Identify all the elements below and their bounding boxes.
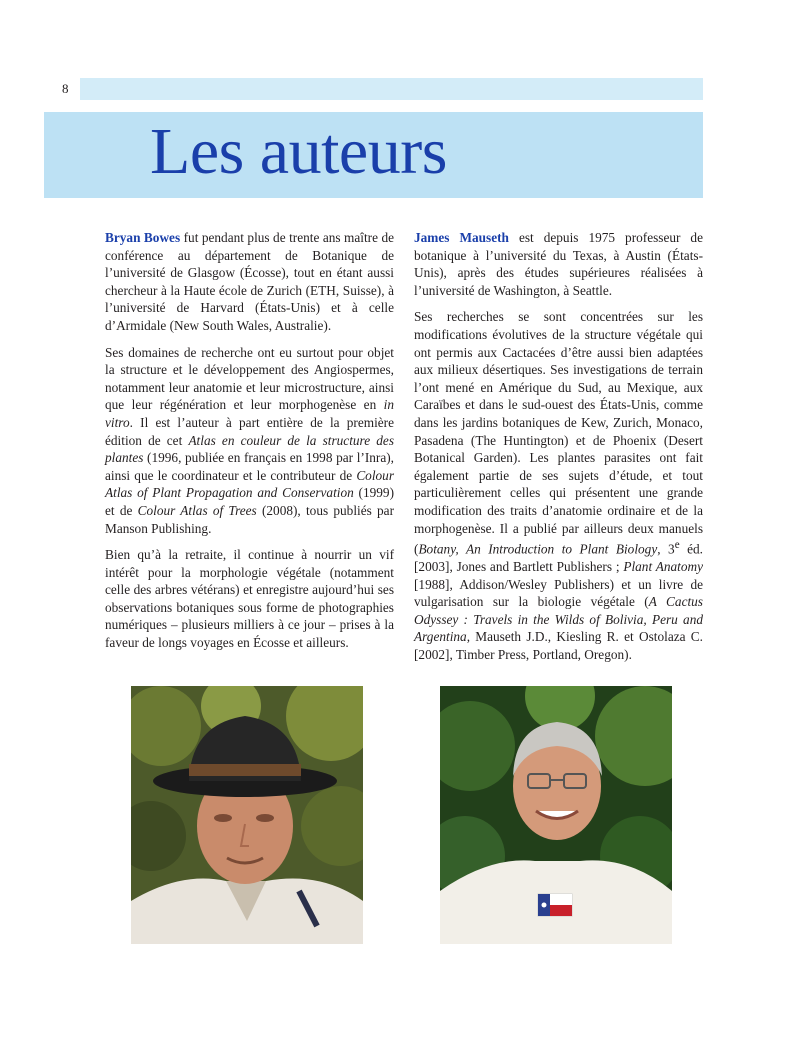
- photo-bryan-bowes: [131, 686, 363, 944]
- bowes-research-paragraph: [105, 344, 394, 538]
- page-header-bar: [44, 78, 703, 100]
- text-run: , Mauseth J.D., Kiesling R. et Ostolaza C. [2002], Timber Press, Portland, Oregon).: [414, 629, 703, 663]
- text-run: (1996, publiée en français en 1998 par l’Inra), ainsi que le coordinateur et le contributeur de: [105, 450, 394, 483]
- text-run: Ses recherches se sont concentrées sur les modifications évolutives de la structure végétale qui ont permis aux Cactacées d’être aussi bien adaptées aux milieux désertiques. Ses investigations de terrain l’ont mené en Amérique du Sud, au Mexique, aux Caraïbes et dans le sud-ouest des États-Unis, comme dans les jardins botaniques de Kew, Zurich, Monaco, Pasadena (The Huntington) et de Phoenix (Desert Botanical Garden). Les plantes parasites ont fait également partie de ses sujets d’étude, et tout particulièrement celles qui présentent une grande modification des traits d’anatomie ordinaire et de la morphogenèse. Il a publié par ailleurs deux manuels (: [414, 309, 703, 557]
- book-title: Colour Atlas of Plant Propagation and Conservation: [105, 467, 394, 501]
- italic-run: in vitro: [105, 397, 394, 430]
- book-title: Atlas en couleur de la structure des plantes: [105, 432, 394, 466]
- page-title: Les auteurs: [150, 115, 447, 188]
- mauseth-research-paragraph: [414, 308, 703, 663]
- book-title: Plant Anatomy: [623, 559, 703, 575]
- text-run: Ses domaines de recherche ont eu surtout pour objet la structure et le développement des Angiospermes, notamment leur anatomie et leur microstructure, ainsi que leur régénération et leur morphogenèse en: [105, 344, 394, 413]
- author-name-mauseth: James Mauseth: [414, 230, 509, 245]
- text-run: , 3: [657, 541, 675, 557]
- book-title: A Cactus Odyssey : Travels in the Wilds of Bolivia, Peru and Argentina: [414, 594, 703, 645]
- bowes-retirement-paragraph: Bien qu’à la retraite, il continue à nourrir un vif intérêt pour la morphologie végétale (notamment celle des arbres vétérans) et enregistre aujourd’hui ses observations botaniques sous forme de photographies numériques – plusieurs milliers à ce jour – prises à la faveur de longs voyages en Écosse et ailleurs.: [105, 547, 394, 651]
- mauseth-bio-text: est depuis 1975 professeur de botanique à l’université du Texas, à Austin (États-Unis), après des études supérieures réalisées à l’université de Washington, à Seattle.: [414, 230, 703, 298]
- superscript: e: [674, 539, 680, 552]
- photo-james-mauseth: [440, 686, 672, 944]
- bowes-bio-paragraph: [105, 229, 394, 335]
- page-number: 8: [62, 81, 69, 96]
- text-run: [1988], Addison/Wesley Publishers) et un livre de vulgarisation sur la biologie végétale (: [414, 576, 703, 610]
- text-run: (2008), tous publiés par Manson Publishing.: [105, 502, 394, 536]
- bowes-bio-text: fut pendant plus de trente ans maître de conférence au département de Botanique de l’université de Glasgow (Écosse), tout en étant aussi chercheur à la Haute école de Zurich (ETH, Suisse), à l’université de Harvard (États-Unis) et à celle d’Armidale (New South Wales, Australie).: [105, 230, 394, 333]
- text-run: (1999) et de: [105, 485, 395, 518]
- right-column: [414, 229, 703, 673]
- book-title: Colour Atlas of Trees: [137, 502, 257, 518]
- portrait-bowes-illustration: [131, 686, 363, 944]
- portrait-mauseth-illustration: [440, 686, 672, 944]
- author-name-bowes: Bryan Bowes: [105, 230, 181, 245]
- mauseth-bio-paragraph: [414, 229, 703, 299]
- text-run: éd. [2003], Jones and Bartlett Publishers ;: [414, 541, 704, 575]
- book-title: Botany, An Introduction to Plant Biology: [418, 541, 658, 557]
- left-column: [105, 229, 394, 661]
- text-run: . Il est l’auteur à part entière de la première édition de cet: [105, 414, 394, 448]
